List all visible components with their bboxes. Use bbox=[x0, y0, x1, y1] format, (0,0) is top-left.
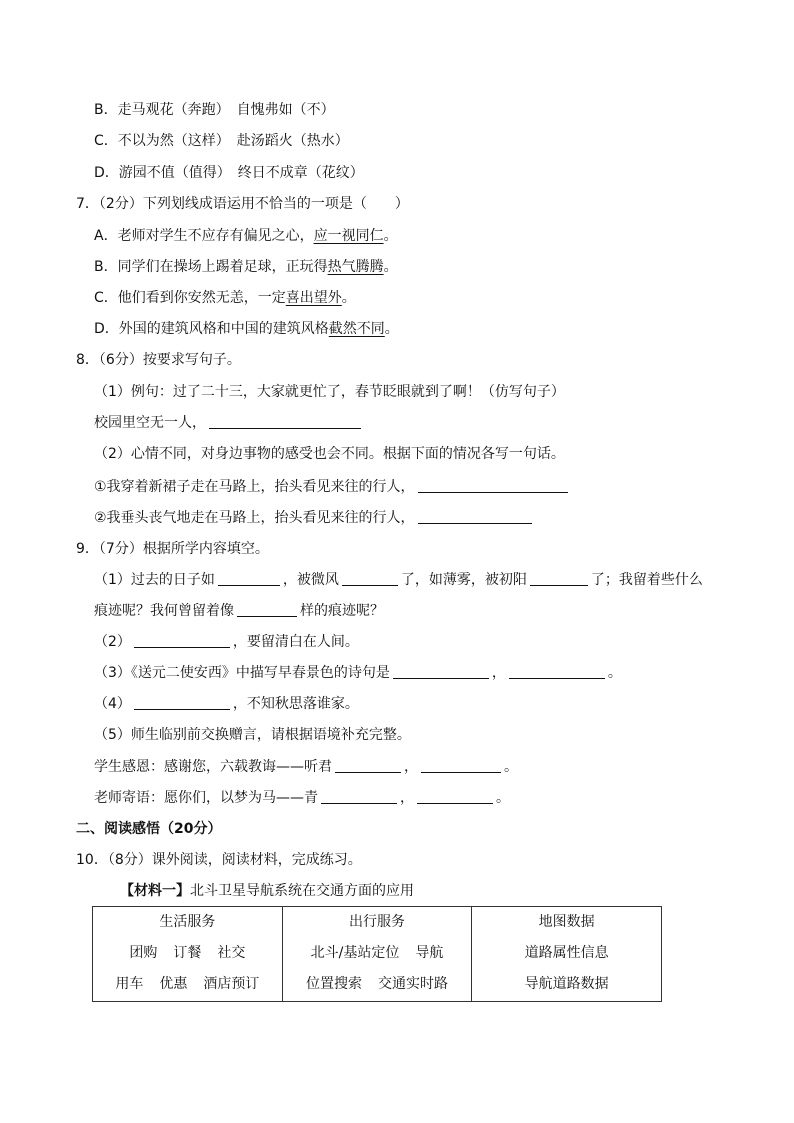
q9-teacher-blank-1[interactable] bbox=[321, 789, 397, 804]
q9-p2-text: ，要留清白在人间。 bbox=[232, 634, 359, 650]
q9-part1-line2 bbox=[94, 601, 384, 621]
q7-a-underlined: 应一视同仁 bbox=[313, 228, 384, 244]
q10-material-caption bbox=[120, 881, 414, 901]
table-item: 导航道路数据 bbox=[524, 976, 609, 992]
column-row bbox=[283, 938, 472, 969]
q7-a-text: A．老师对学生不应存有偏见之心， bbox=[94, 228, 314, 244]
q9-p1-text-f: 样的痕迹呢？ bbox=[300, 603, 384, 619]
table-item: 团购 bbox=[129, 945, 158, 961]
column-header: 出行服务 bbox=[348, 914, 405, 930]
q6-option-d: D．游园不值（值得） 终日不成章（花纹） bbox=[94, 165, 364, 181]
q7-stem: 7．（2分）下列划线成语运用不恰当的一项是（ ） bbox=[76, 196, 409, 212]
q7-c-text: C．他们看到你安然无恙，一定 bbox=[94, 290, 286, 306]
q9-stem: 9．（7分）根据所学内容填空。 bbox=[76, 541, 269, 557]
q9-p4-label: （4） bbox=[94, 696, 131, 712]
q9-part3 bbox=[94, 663, 622, 683]
q9-part4 bbox=[94, 694, 359, 714]
q9-teacher-end: 。 bbox=[496, 790, 510, 806]
q7-option-c bbox=[94, 288, 356, 308]
q9-p3-comma: ， bbox=[491, 665, 506, 681]
q9-teacher-text: 老师寄语：愿你们，以梦为马——青 bbox=[94, 790, 318, 806]
column-row bbox=[93, 969, 282, 1000]
table-item: 道路属性信息 bbox=[524, 945, 609, 961]
q8-stem: 8．（6分）按要求写句子。 bbox=[76, 352, 241, 368]
q7-option-b bbox=[94, 257, 398, 277]
q9-student-text: 学生感恩：感谢您，六载教诲——听君 bbox=[94, 759, 332, 775]
q9-p1-text-c: 了，如薄雾，被初阳 bbox=[400, 572, 527, 588]
q9-part5-prompt: （5）师生临别前交换赠言，请根据语境补充完整。 bbox=[94, 727, 411, 743]
column-row bbox=[472, 969, 661, 1000]
q9-teacher-message bbox=[94, 788, 510, 808]
table-item: 位置搜索 bbox=[305, 976, 362, 992]
q9-p2-label: （2） bbox=[94, 634, 131, 650]
q9-student-comma: ， bbox=[404, 759, 418, 775]
q6-option-b: B．走马观花（奔跑） 自愧弗如（不） bbox=[94, 102, 335, 118]
q9-student-end: 。 bbox=[504, 759, 518, 775]
column-row bbox=[472, 938, 661, 969]
q9-student-blank-1[interactable] bbox=[335, 758, 401, 773]
table-column-life-services bbox=[93, 907, 283, 1002]
q9-teacher-comma: ， bbox=[400, 790, 414, 806]
q9-part2 bbox=[94, 632, 359, 652]
table-item: 订餐 bbox=[173, 945, 202, 961]
q8-sentence-1-blank[interactable] bbox=[418, 478, 568, 493]
table-item: 优惠 bbox=[159, 976, 188, 992]
q7-c-underlined: 喜出望外 bbox=[285, 290, 342, 306]
q9-p3-blank-1[interactable] bbox=[393, 664, 489, 679]
q9-p3-text: （3）《送元二使安西》中描写早春景色的诗句是 bbox=[94, 665, 390, 681]
column-row bbox=[93, 938, 282, 969]
q8-sentence-1-text: ①我穿着新裙子走在马路上，抬头看见来往的行人， bbox=[94, 479, 415, 495]
q7-b-underlined: 热气腾腾 bbox=[327, 259, 384, 275]
q7-c-end: 。 bbox=[341, 290, 356, 306]
table-column-map-data bbox=[472, 907, 662, 1002]
section-2-heading: 二、阅读感悟（20分） bbox=[76, 821, 222, 837]
table-item: 导航 bbox=[415, 945, 444, 961]
q7-option-a bbox=[94, 226, 398, 246]
table-item: 北斗/基站定位 bbox=[310, 945, 400, 961]
q9-p1-text-e: 痕迹呢？我何曾留着像 bbox=[94, 603, 234, 619]
q9-p4-blank[interactable] bbox=[134, 695, 230, 710]
table-item: 交通实时路 bbox=[377, 976, 448, 992]
q9-p3-blank-2[interactable] bbox=[509, 664, 605, 679]
q9-p1-text-b: ，被微风 bbox=[282, 572, 339, 588]
table-item: 社交 bbox=[217, 945, 246, 961]
q9-student-message bbox=[94, 757, 518, 777]
q6-option-c: C．不以为然（这样） 赴汤蹈火（热水） bbox=[94, 133, 349, 149]
q7-a-end: 。 bbox=[383, 228, 398, 244]
q7-d-text: D．外国的建筑风格和中国的建筑风格 bbox=[94, 321, 329, 337]
q7-b-end: 。 bbox=[383, 259, 398, 275]
column-header: 生活服务 bbox=[159, 914, 216, 930]
q9-p3-end: 。 bbox=[607, 665, 622, 681]
q8-sentence-2 bbox=[94, 508, 535, 528]
material-table bbox=[92, 906, 662, 1002]
q9-p1-blank-1[interactable] bbox=[218, 571, 280, 586]
table-column-travel-services bbox=[282, 907, 472, 1002]
q9-p1-text-a: （1）过去的日子如 bbox=[94, 572, 215, 588]
q8-sentence-1 bbox=[94, 477, 571, 497]
q8-part1-blank[interactable] bbox=[209, 414, 361, 429]
q9-p1-text-d: 了；我留着些什么 bbox=[590, 572, 703, 588]
q9-p1-blank-3[interactable] bbox=[530, 571, 588, 586]
q8-part2-prompt: （2）心情不同，对身边事物的感受也会不同。根据下面的情况各写一句话。 bbox=[94, 446, 565, 462]
q9-student-blank-2[interactable] bbox=[421, 758, 501, 773]
q9-p2-blank[interactable] bbox=[134, 633, 230, 648]
table-item: 用车 bbox=[115, 976, 144, 992]
q10-stem: 10．（8分）课外阅读，阅读材料，完成练习。 bbox=[76, 852, 362, 868]
q7-d-underlined: 截然不同 bbox=[328, 321, 385, 337]
q9-p1-blank-4[interactable] bbox=[237, 602, 297, 617]
q9-teacher-blank-2[interactable] bbox=[417, 789, 493, 804]
q9-part1-line1 bbox=[94, 570, 703, 590]
table-item: 酒店预订 bbox=[203, 976, 260, 992]
q9-p1-blank-2[interactable] bbox=[342, 571, 398, 586]
q8-part1-answer bbox=[94, 413, 364, 433]
material-title: 北斗卫星导航系统在交通方面的应用 bbox=[190, 883, 414, 899]
q8-sentence-2-blank[interactable] bbox=[418, 509, 532, 524]
material-label: 【材料一】 bbox=[120, 883, 190, 899]
q8-part1-lead: 校园里空无一人， bbox=[94, 415, 206, 431]
q8-part1-prompt: （1）例句：过了二十三，大家就更忙了，春节眨眼就到了啊！（仿写句子） bbox=[94, 384, 565, 400]
column-row bbox=[283, 969, 472, 1000]
q7-d-end: 。 bbox=[384, 321, 399, 337]
q7-b-text: B．同学们在操场上踢着足球，正玩得 bbox=[94, 259, 328, 275]
q7-option-d bbox=[94, 319, 399, 339]
q9-p4-text: ，不知秋思落谁家。 bbox=[232, 696, 359, 712]
q8-sentence-2-text: ②我垂头丧气地走在马路上，抬头看见来往的行人， bbox=[94, 510, 415, 526]
column-header: 地图数据 bbox=[538, 914, 595, 930]
